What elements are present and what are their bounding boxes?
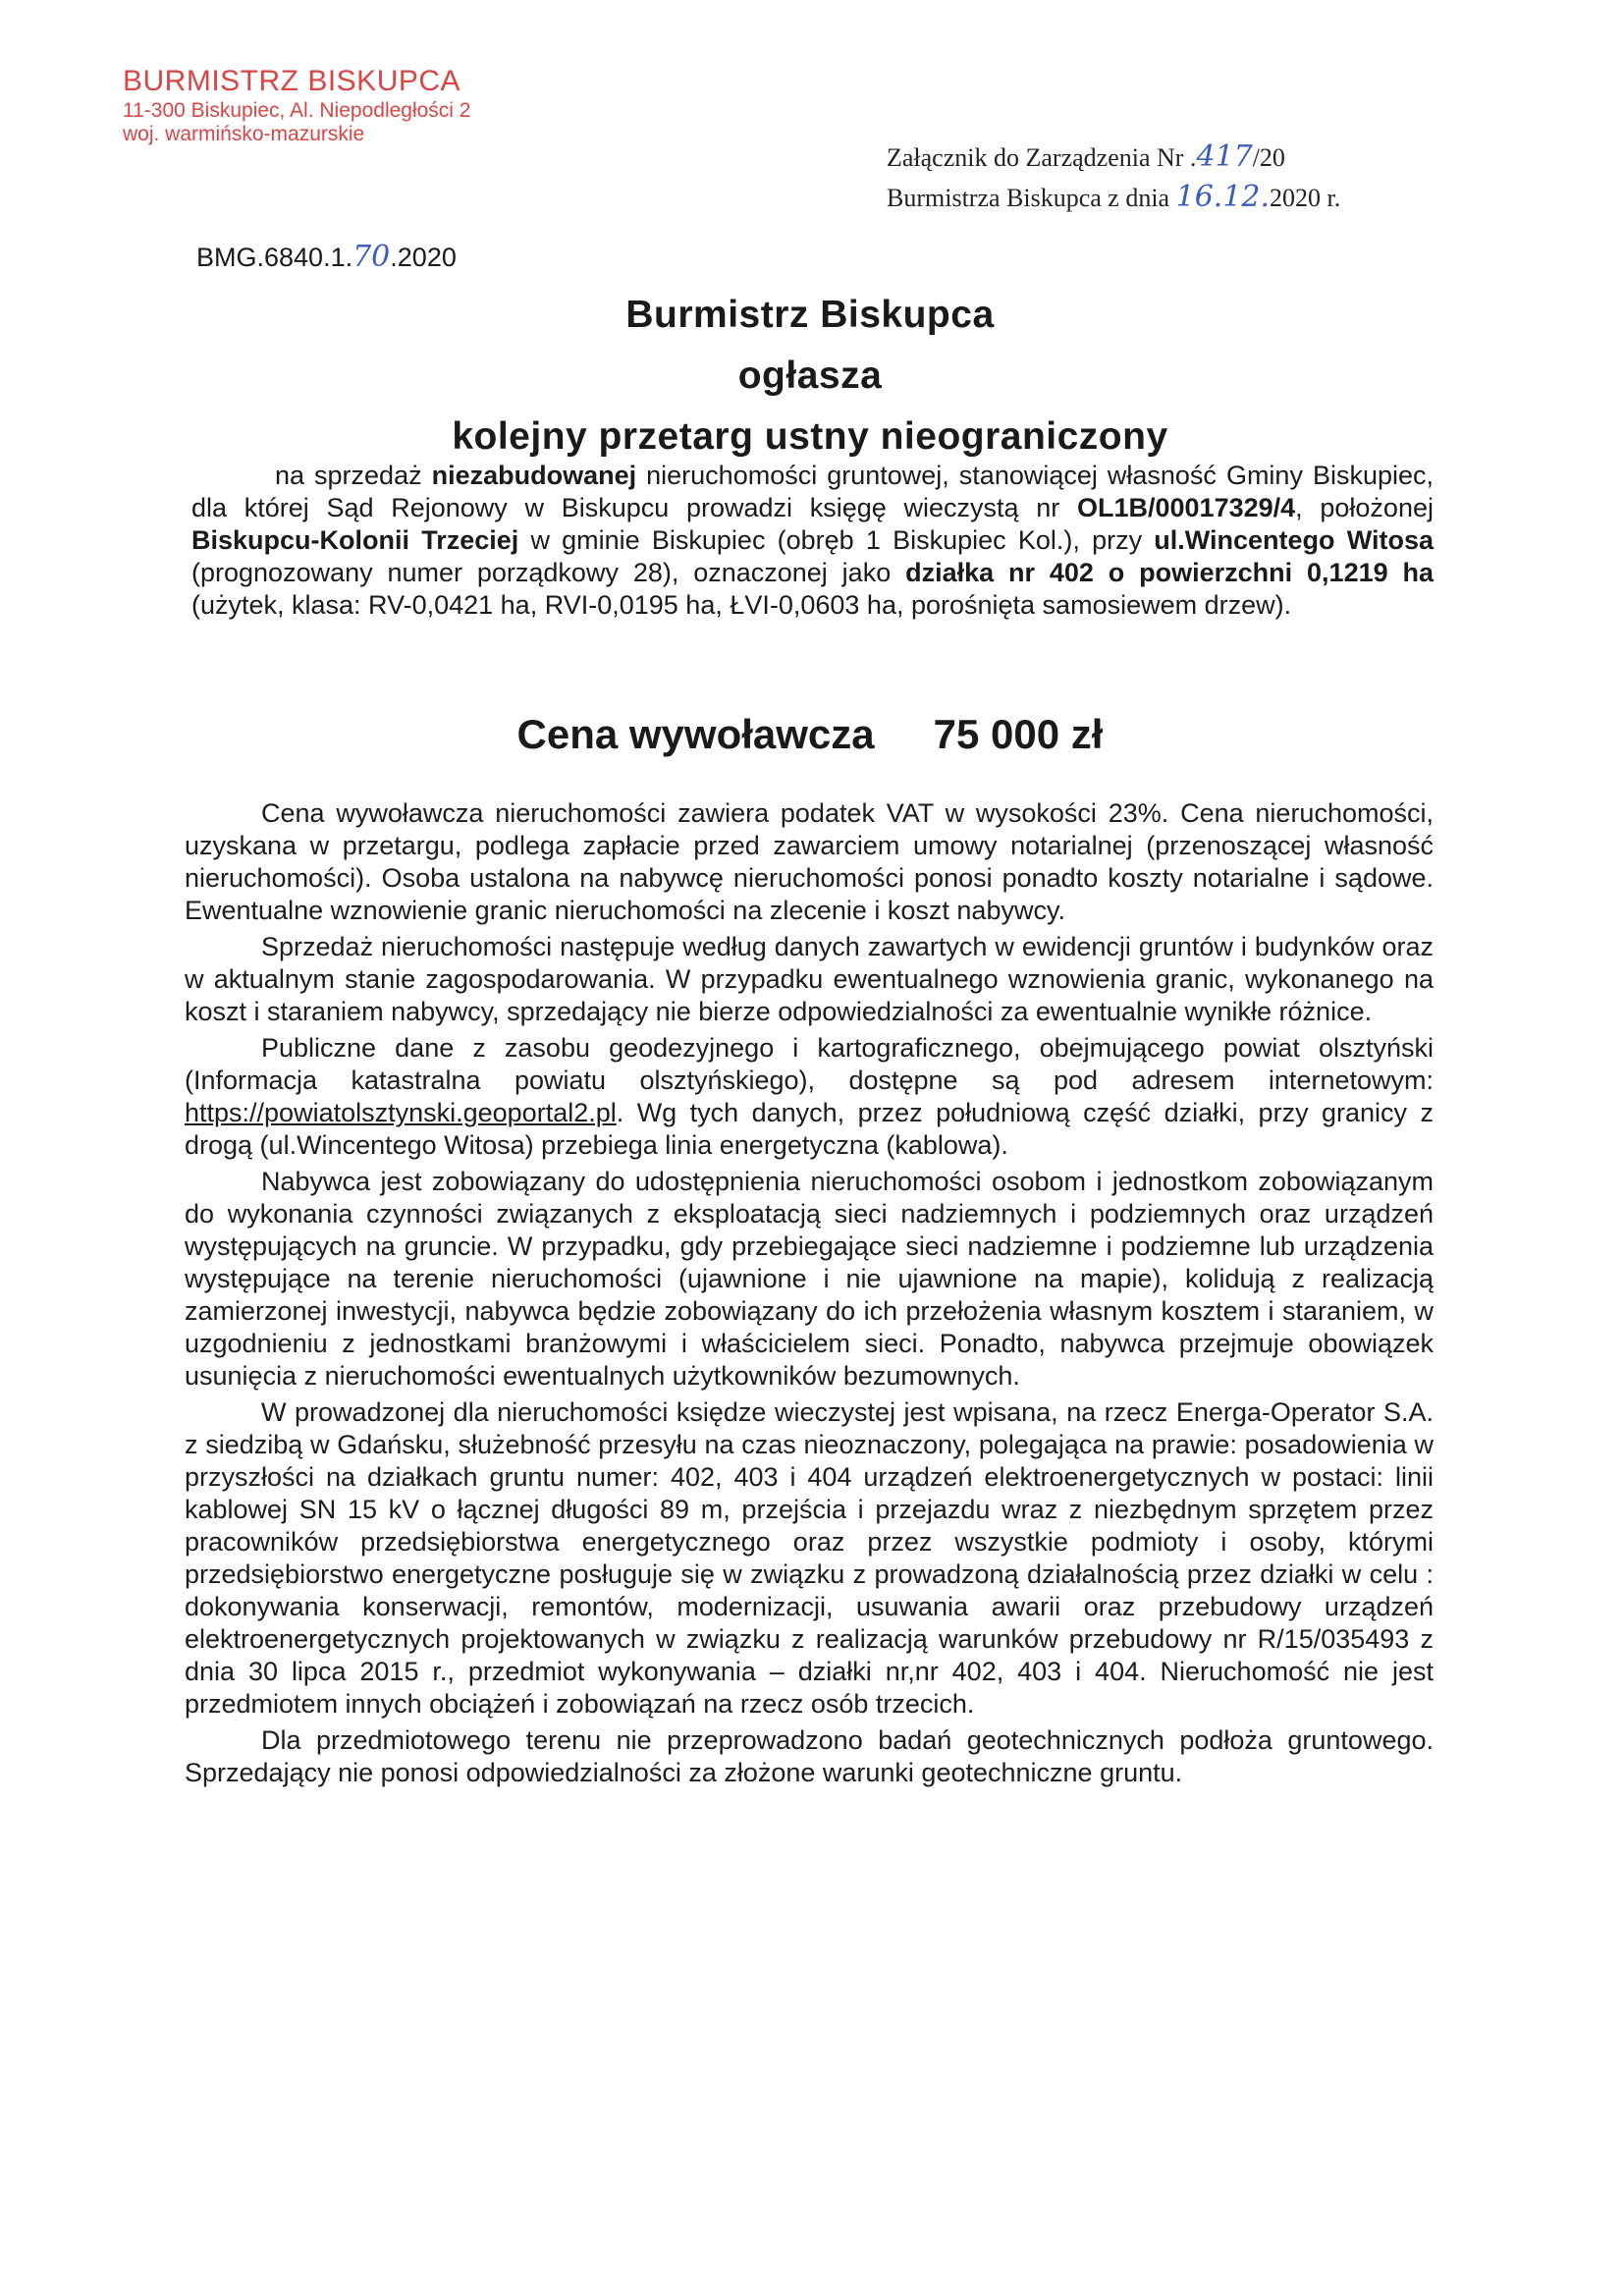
starting-price [177,711,1443,758]
official-stamp [123,65,471,146]
geoportal-text: Publiczne dane z zasobu geodezyjnego i kartograficznego, obejmującego powiat olsztyński (Informacja katastralna powiatu olsztyńskiego), dostępne są pod adresem internetowym: [185,1033,1434,1095]
annex-line-2-text: Burmistrza Biskupca z dnia [887,183,1176,212]
stamp-region: woj. warmińsko-mazurskie [123,122,365,145]
heading-authority: Burmistrz Biskupca [625,294,995,336]
intro-text-1: na sprzedaż [275,461,432,490]
paragraph-registry: Sprzedaż nieruchomości następuje według danych zawartych w ewidencji gruntów i budynków oraz w aktualnym stanie zagospodarowania. W przypadku ewentualnego wznowienia granic, wykonanego na koszt i staraniem nabywcy, sprzedający nie bierze odpowiedzialności za ewentualnie wynikłe różnice. [185,932,1434,1026]
stamp-title: BURMISTRZ BISKUPCA [123,65,461,97]
stamp-address: 11-300 Biskupiec, Al. Niepodległości 2 [123,98,471,122]
geoportal-link[interactable]: https://powiatolsztynski.geoportal2.pl [185,1098,617,1127]
terms-body [185,797,1434,1793]
heading-announces: ogłasza [737,355,883,397]
heading-tender-type: kolejny przetarg ustny nieograniczony [452,415,1168,458]
intro-text-6: (użytek, klasa: RV-0,0421 ha, RVI-0,0195 ha, ŁVI-0,0603 ha, porośnięta samosiewem drzew). [191,590,1292,620]
annex-line-2-suffix: 2020 r. [1270,183,1341,212]
intro-text-5: (prognozowany numer porządkowy 28), oznaczonej jako [191,558,906,587]
street-name: ul.Wincentego Witosa [1154,525,1434,555]
paragraph-vat: Cena wywoławcza nieruchomości zawiera podatek VAT w wysokości 23%. Cena nieruchomości, uzyskana w przetargu, podlega zapłacie przed zawarciem umowy notarialnej (przenoszącej własność nieruchomości). Osoba ustalona na nabywcę nieruchomości ponosi ponadto koszty notarialne i sądowe. Ewentualne wznowienie granic nieruchomości na zlecenie i koszt nabywcy. [185,798,1434,925]
annex-line-1 [887,137,1340,178]
annex-line-1-suffix: /20 [1252,143,1285,172]
intro-text-2: nieruchomości gruntowej, stanowiącej własność Gminy Biskupiec, dla której Sąd Rejonowy w Biskupcu prowadzi księgę wieczystą nr [191,461,1435,522]
annex-line-1-text: Załącznik do Zarządzenia Nr . [887,143,1197,172]
announcement-heading [177,285,1443,467]
intro-text-4: w gminie Biskupiec (obręb 1 Biskupiec Kol.), przy [518,525,1155,555]
annex-line-2 [887,178,1340,218]
price-amount: 75 000 zł [933,711,1104,757]
handwritten-order-number: 417 [1196,139,1253,174]
price-label: Cena wywoławcza [516,711,875,757]
reference-prefix: BMG.6840.1. [196,243,353,272]
paragraph-geotechnical: Dla przedmiotowego terenu nie przeprowadzono badań geotechnicznych podłoża gruntowego. Sprzedający nie ponosi odpowiedzialności za złożone warunki geotechniczne gruntu. [185,1725,1434,1787]
intro-text-3: , położonej [1295,493,1434,522]
paragraph-utilities: Nabywca jest zobowiązany do udostępnienia nieruchomości osobom i jednostkom zobowiązanym do wykonania czynności związanych z eksploatacją sieci nadziemnych i podziemnych oraz urządzeń występujących na gruncie. W przypadku, gdy przebiegające sieci nadziemne i podziemne lub urządzenia występujące na terenie nieruchomości (ujawnione i nie ujawnione na mapie), kolidują z realizacją zamierzonej inwestycji, nabywca będzie zobowiązany do ich przełożenia własnym kosztem i staraniem, w uzgodnieniu z jednostkami branżowymi i właścicielem sieci. Ponadto, nabywca przejmuje obowiązek usunięcia z nieruchomości ewentualnych użytkowników bezumownych. [185,1167,1434,1391]
intro-bold-1: niezabudowanej [431,461,637,490]
reference-suffix: .2020 [390,243,457,272]
property-description [191,460,1434,622]
paragraph-geoportal [185,1032,1434,1162]
handwritten-date: 16.12. [1175,179,1271,214]
geoportal-text-2: . Wg tych danych, przez południową część działki, przy granicy z drogą (ul.Wincentego Witosa) przebiega linia energetyczna (kablowa). [185,1098,1434,1160]
plot-area: działka nr 402 o powierzchni 0,1219 ha [905,558,1435,587]
reference-number [196,240,457,274]
annex-note [887,137,1340,217]
handwritten-reference: 70 [352,240,391,274]
land-register-number: OL1B/00017329/4 [1077,493,1296,522]
location-name: Biskupcu-Kolonii Trzeciej [191,525,519,555]
paragraph-easement: W prowadzonej dla nieruchomości księdze wieczystej jest wpisana, na rzecz Energa-Operator S.A. z siedzibą w Gdańsku, służebność przesyłu na czas nieoznaczony, polegająca na prawie: posadowienia w przyszłości na działkach gruntu numer: 402, 403 i 404 urządzeń elektroenergetycznych w postaci: linii kablowej SN 15 kV o łącznej długości 89 m, przejścia i przejazdu wraz z niezbędnym sprzętem przez pracowników przedsiębiorstwa energetycznego oraz przez wszystkie podmioty i osoby, którymi przedsiębiorstwo energetyczne posługuje się w związku z prowadzoną działalnością przez działki w celu : dokonywania konserwacji, remontów, modernizacji, usuwania awarii oraz przebudowy urządzeń elektroenergetycznych projektowanych w związku z realizacją warunków przebudowy nr R/15/035493 z dnia 30 lipca 2015 r., przedmiot wykonywania – działki nr,nr 402, 403 i 404. Nieruchomość nie jest przedmiotem innych obciążeń i zobowiązań na rzecz osób trzecich. [185,1397,1434,1719]
